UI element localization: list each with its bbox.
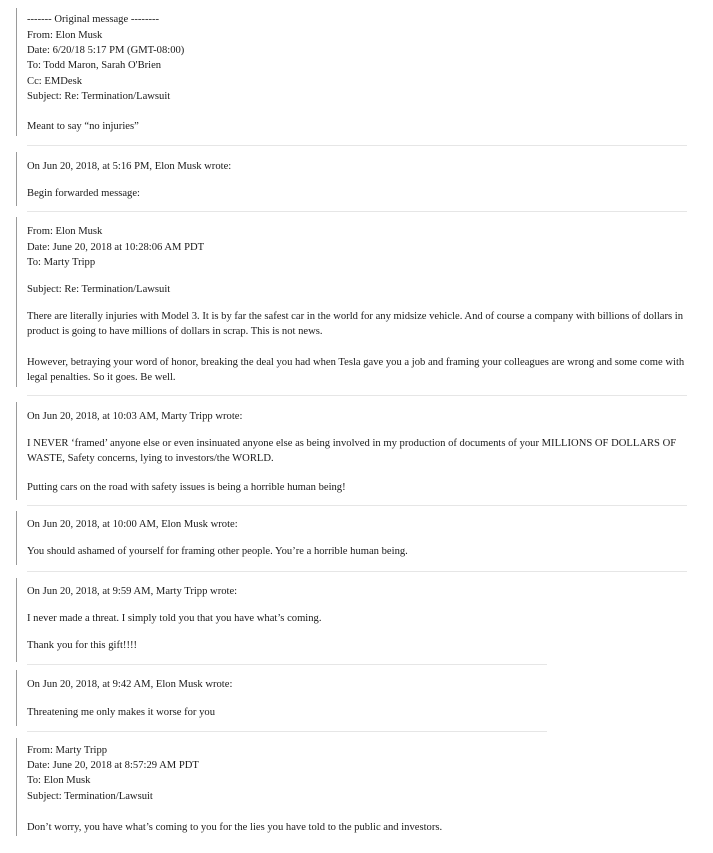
message-date: Date: June 20, 2018 at 8:57:29 AM PDT: [27, 760, 199, 771]
quote-bar: [16, 511, 17, 565]
message-body: I never made a threat. I simply told you that you have what’s coming.: [27, 613, 322, 624]
message-date: Date: June 20, 2018 at 10:28:06 AM PDT: [27, 242, 205, 253]
header-cc: Cc: EMDesk: [27, 76, 83, 87]
header-from: From: Elon Musk: [27, 30, 103, 41]
separator: [27, 571, 687, 572]
original-message-label: ------- Original message --------: [27, 14, 160, 25]
message-attribution: On Jun 20, 2018, at 10:03 AM, Marty Tripp wrote:: [27, 411, 243, 422]
message-to: To: Elon Musk: [27, 775, 91, 786]
message-body: Threatening me only makes it worse for you: [27, 707, 215, 718]
separator: [27, 664, 547, 665]
message-from: From: Elon Musk: [27, 226, 103, 237]
separator: [27, 211, 687, 212]
message-body: There are literally injuries with Model 3. It is by far the safest car in the world for any midsize vehicle. And of course a company with billions of dollars in product is going to have millions of dollars in scrap. This is not news.: [27, 311, 684, 337]
message-subject: Subject: Termination/Lawsuit: [27, 791, 153, 802]
message-from: From: Marty Tripp: [27, 745, 108, 756]
quote-bar: [16, 670, 17, 726]
header-to: To: Todd Maron, Sarah O'Brien: [27, 60, 162, 71]
message-body: You should ashamed of yourself for framing other people. You’re a horrible human being.: [27, 546, 408, 557]
quote-bar: [16, 8, 17, 136]
quote-bar: [16, 402, 17, 500]
message-to: To: Marty Tripp: [27, 257, 96, 268]
message-attribution: On Jun 20, 2018, at 9:59 AM, Marty Tripp wrote:: [27, 586, 238, 597]
header-subject: Subject: Re: Termination/Lawsuit: [27, 91, 171, 102]
message-body: I NEVER ‘framed’ anyone else or even insinuated anyone else as being involved in my production of documents of your MILLIONS OF DOLLARS OF WASTE, Safety concerns, lying to investors/the WORLD.: [27, 438, 677, 464]
separator: [27, 731, 547, 732]
message-attribution: On Jun 20, 2018, at 5:16 PM, Elon Musk wrote:: [27, 161, 232, 172]
top-message-body: Meant to say “no injuries”: [27, 121, 139, 132]
header-date: Date: 6/20/18 5:17 PM (GMT-08:00): [27, 45, 185, 56]
separator: [27, 395, 687, 396]
quote-bar: [16, 738, 17, 836]
quote-bar: [16, 578, 17, 662]
quote-bar: [16, 152, 17, 206]
quote-bar: [16, 217, 17, 387]
separator: [27, 505, 687, 506]
separator: [27, 145, 687, 146]
message-attribution: On Jun 20, 2018, at 9:42 AM, Elon Musk wrote:: [27, 679, 233, 690]
message-body: Putting cars on the road with safety issues is being a horrible human being!: [27, 482, 346, 493]
message-body: Begin forwarded message:: [27, 188, 140, 199]
message-attribution: On Jun 20, 2018, at 10:00 AM, Elon Musk wrote:: [27, 519, 238, 530]
message-body: Thank you for this gift!!!!: [27, 640, 138, 651]
message-subject: Subject: Re: Termination/Lawsuit: [27, 284, 171, 295]
message-body: However, betraying your word of honor, breaking the deal you had when Tesla gave you a job and framing your colleagues are wrong and some come with legal penalties. So it goes. Be well.: [27, 357, 685, 383]
message-body: Don’t worry, you have what’s coming to you for the lies you have told to the public and investors.: [27, 822, 443, 833]
